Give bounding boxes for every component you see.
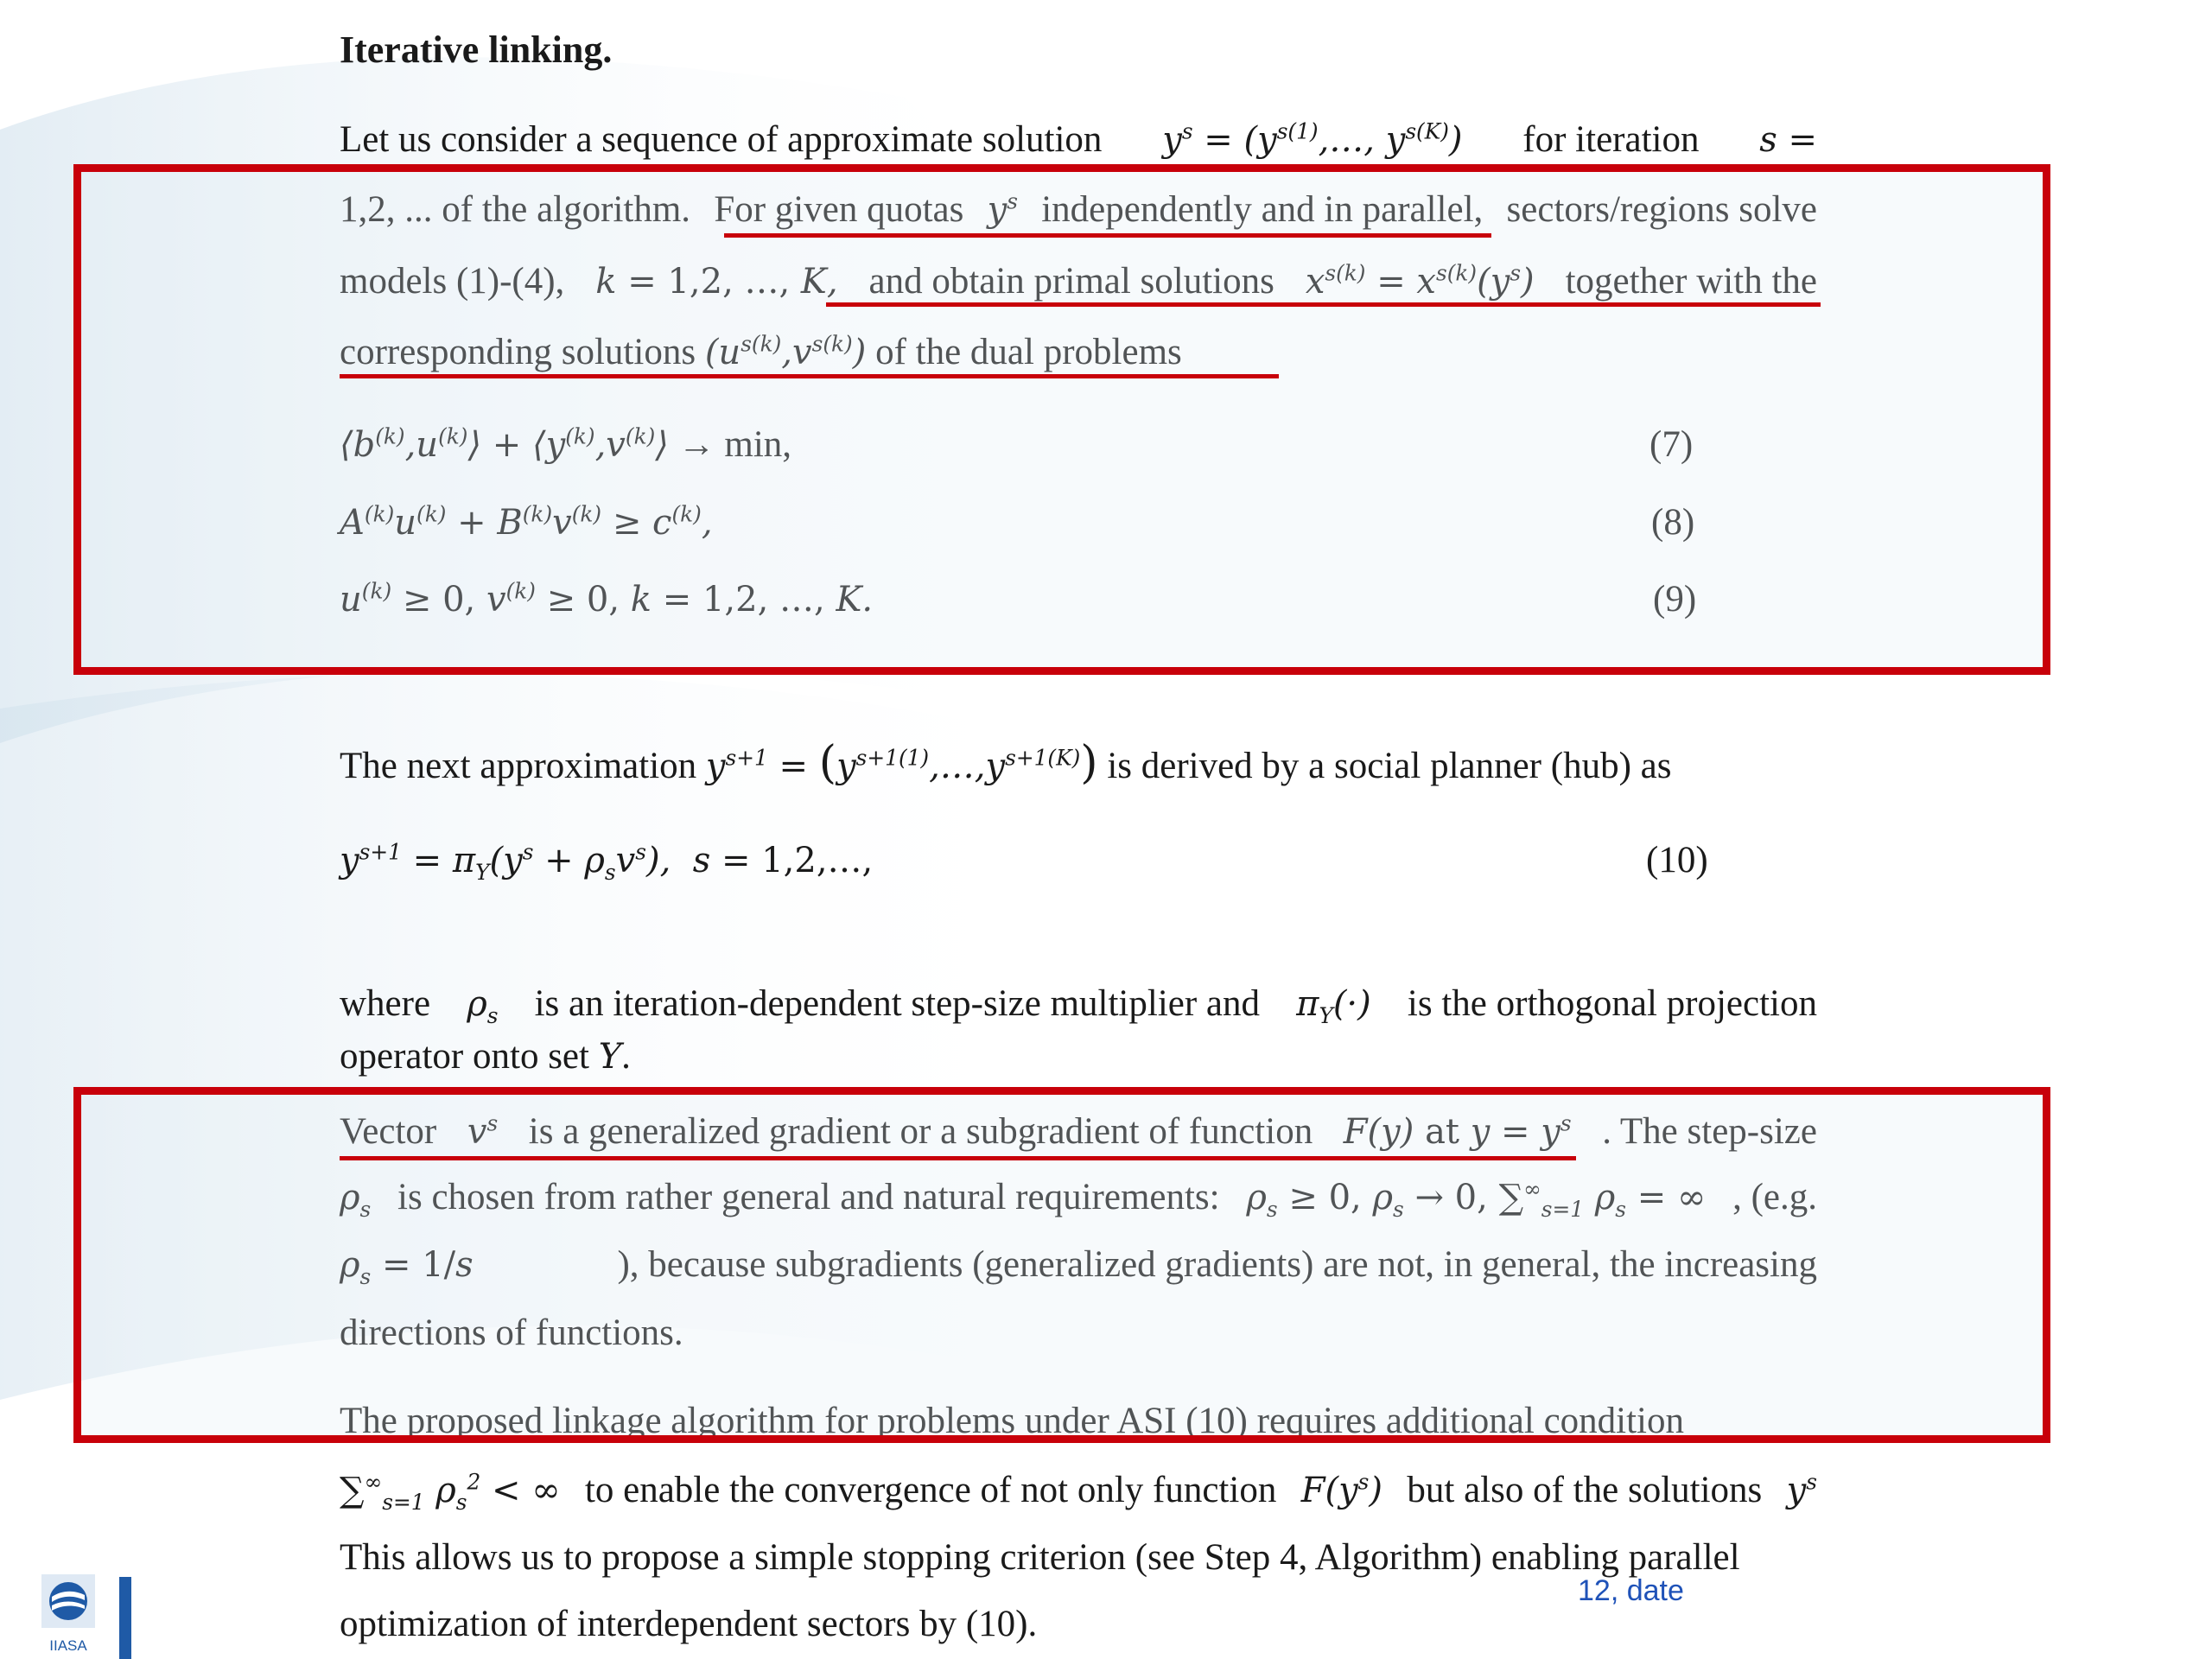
equation-s: s = xyxy=(1759,120,1817,160)
math: $⟨b^{(k)},u^{(k)}⟩$ + $⟨y^{(k)},v^{(k)}⟩$ xyxy=(340,423,669,465)
math-requirements: $\rho_s \ge 0$, $\rho_s \to 0$, $\sum^\infty_{s=1}$ $\rho_s$ = ∞ xyxy=(1246,1176,1707,1222)
text: , (e.g. xyxy=(1732,1177,1817,1217)
math: $y^{s+1} = \pi_Y(y^s + \rho_sv^s)$, s = 1,2,…, xyxy=(340,839,874,885)
text: This allows us to propose a simple stopping criterion (see Step 4, Algorithm) enabling parallel xyxy=(340,1537,1740,1578)
equation-10-label: (10) xyxy=(1646,840,1708,880)
math: $u^{(k)} \ge 0$, $v^{(k)} \ge 0$, k = 1,2, …, K. xyxy=(340,578,874,620)
math-Fy: F(y) at $y = y^s$ xyxy=(1343,1110,1572,1152)
para3-line1 xyxy=(340,978,1817,1030)
math-dual: $(u^{s(k)},v^{s(k)})$ xyxy=(704,331,867,372)
math-k-range: k = 1,2, …, K, xyxy=(595,262,838,302)
text: → min, xyxy=(677,424,792,465)
para5-line4: optimization of interdependent sectors by (10). xyxy=(340,1604,1038,1644)
underline xyxy=(724,233,1491,238)
text: independently and in parallel, xyxy=(1041,189,1484,230)
text: of the dual problems xyxy=(866,332,1182,372)
text: and obtain primal solutions xyxy=(868,261,1274,302)
underline xyxy=(340,1156,1576,1160)
text: together with the xyxy=(1565,261,1817,302)
footer-page-date: 12, date xyxy=(1578,1574,1684,1607)
text: models (1)-(4), xyxy=(340,261,565,302)
iiasa-logo xyxy=(41,1574,95,1654)
text: corresponding solutions xyxy=(340,332,705,372)
underline xyxy=(340,374,1279,378)
math-rho-example: $\rho_s = 1/s$ xyxy=(340,1245,474,1289)
math-pi: $\pi_Y(\cdot)$ xyxy=(1296,984,1371,1028)
text: Let us consider a sequence of approximate solution xyxy=(340,119,1103,160)
para2-line xyxy=(340,737,1671,789)
text: is an iteration-dependent step-size multiplier and xyxy=(534,983,1261,1024)
equation-10 xyxy=(340,835,873,887)
para5-line2 xyxy=(340,1465,1817,1516)
para4-line4: directions of functions. xyxy=(340,1313,683,1353)
text: ), because subgradients (generalized gradients) are not, in general, the increasing xyxy=(617,1244,1817,1285)
text: is the orthogonal projection xyxy=(1407,983,1817,1024)
text: 1,2, ... of the algorithm. xyxy=(340,189,691,230)
text: operator onto set xyxy=(340,1036,599,1077)
text: for iteration xyxy=(1522,119,1700,160)
math-primal: $x^{s(k)} = x^{s(k)}(y^s)$ xyxy=(1305,260,1535,302)
text: For given quotas xyxy=(714,189,964,230)
highlight-frame-top xyxy=(73,164,2050,675)
text: The proposed linkage algorithm for problems under ASI (10) requires additional condition xyxy=(340,1401,1684,1441)
equation-9-label: (9) xyxy=(1653,579,1697,620)
text: but also of the solutions xyxy=(1407,1470,1763,1510)
highlight-frame-bottom xyxy=(73,1087,2050,1443)
text: sectors/regions solve xyxy=(1506,189,1817,230)
text: The next approximation xyxy=(340,746,706,786)
math: $A^{(k)}u^{(k)} + B^{(k)}v^{(k)} \ge c^{(k)}$, xyxy=(340,501,713,543)
logo-divider xyxy=(119,1577,131,1659)
equation-ys: $y^s$ = ($y^{s(1)},\dots$, $y^{s(K)}$) xyxy=(1162,118,1463,160)
svg-text:IIASA: IIASA xyxy=(49,1637,87,1654)
underline xyxy=(826,302,1821,307)
math-next-approx: $y^{s+1}$ = $(y^{s+1(1)},\dots,y^{s+1(K)})$ xyxy=(705,737,1098,789)
equation-7-label: (7) xyxy=(1649,424,1694,465)
math-vs: $v^s$ xyxy=(467,1110,499,1152)
math-ys: $y^s$ xyxy=(1786,1469,1817,1510)
para1-line1 xyxy=(340,114,1817,166)
para3-line2: operator onto set Y. xyxy=(340,1036,631,1077)
text: is a generalized gradient or a subgradient of function xyxy=(528,1111,1313,1152)
text: is derived by a social planner (hub) as xyxy=(1097,746,1672,786)
equation-8-label: (8) xyxy=(1651,502,1695,543)
text: . The step-size xyxy=(1602,1111,1817,1152)
text: Vector xyxy=(340,1111,437,1152)
section-title: Iterative linking. xyxy=(340,29,613,71)
text: to enable the convergence of not only function xyxy=(584,1470,1277,1510)
math-ys: $y^s$ xyxy=(987,188,1018,230)
math-rho: $\rho_s$ xyxy=(340,1178,372,1222)
math-Fys: $F(y^s)$ xyxy=(1300,1469,1383,1510)
text: is chosen from rather general and natural requirements: xyxy=(397,1177,1220,1217)
math-Y: Y xyxy=(598,1037,622,1077)
text: where xyxy=(340,983,431,1024)
math-sum-condition: $\sum^\infty_{s=1}$ $\rho_s^2$ < ∞ xyxy=(340,1469,561,1515)
math-rho: $\rho_s$ xyxy=(467,984,499,1028)
